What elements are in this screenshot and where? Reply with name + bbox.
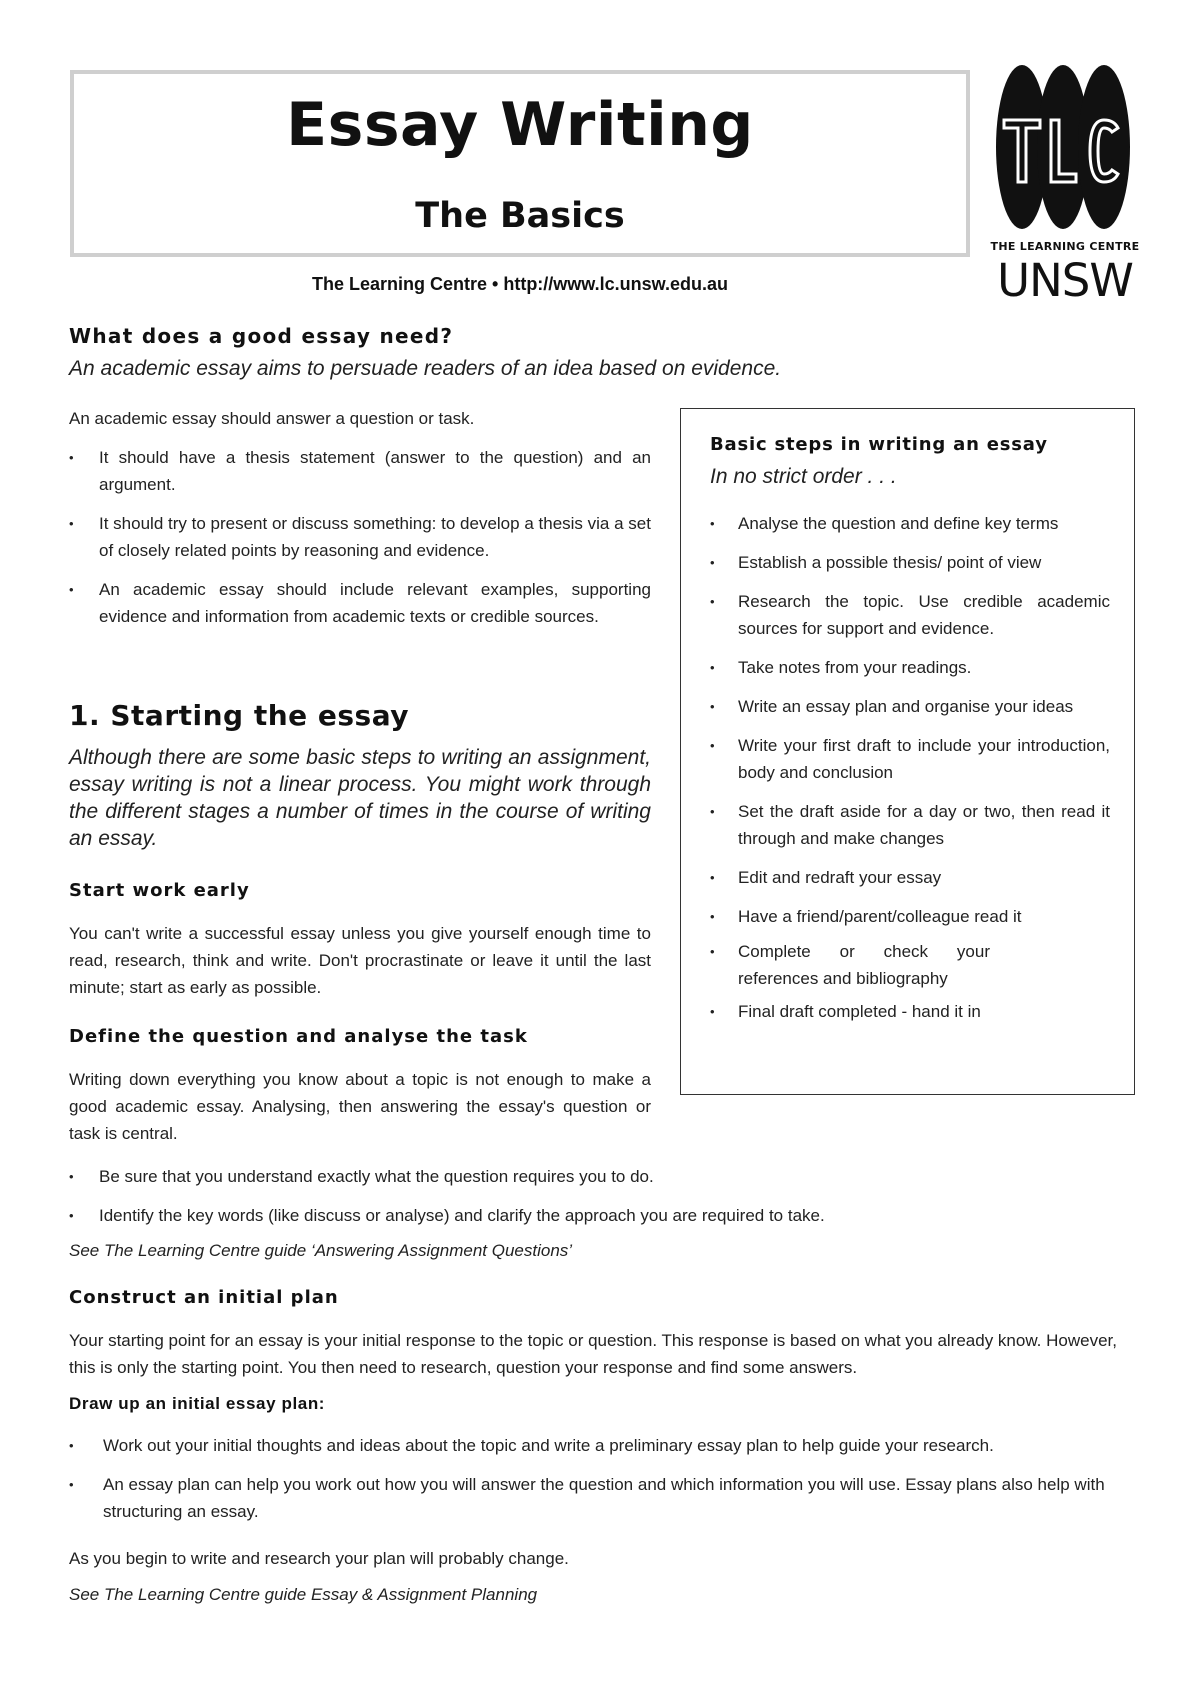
list-item: • Edit and redraft your essay	[710, 864, 1110, 891]
draw-plan-subheading: Draw up an initial essay plan:	[69, 1394, 326, 1413]
intro-para: An academic essay should answer a question or task.	[69, 409, 475, 428]
source-line: The Learning Centre • http://www.lc.unsw.edu.au	[312, 274, 728, 294]
see-guide-answering: See The Learning Centre guide ‘Answering Assignment Questions’	[69, 1241, 573, 1260]
page-subtitle: The Basics	[415, 196, 625, 236]
construct-bullets	[69, 1432, 1144, 1525]
tlc-logo-mark	[996, 64, 1130, 230]
list-item: • Have a friend/parent/colleague read it	[710, 903, 1110, 930]
define-para: Writing down everything you know about a topic is not enough to make a good academic essay. Analysing, then answering the essay's question or task is central.	[69, 1070, 651, 1143]
list-item: • Work out your initial thoughts and ideas about the topic and write a preliminary essay plan to help guide your research.	[69, 1432, 1144, 1459]
list-item: • Write your first draft to include your introduction, body and conclusion	[710, 732, 1110, 786]
section-1-heading: 1. Starting the essay	[69, 699, 409, 732]
unsw-wordmark: UNSW	[997, 254, 1133, 307]
list-item: • It should have a thesis statement (answer to the question) and an argument.	[69, 444, 651, 498]
intro-lead: An academic essay aims to persuade readers of an idea based on evidence.	[69, 357, 782, 380]
construct-closing: As you begin to write and research your plan will probably change.	[69, 1549, 569, 1568]
list-item: • Establish a possible thesis/ point of view	[710, 549, 1110, 576]
list-item: • It should try to present or discuss something: to develop a thesis via a set of closely related points by reasoning and evidence.	[69, 510, 651, 564]
see-guide-planning: See The Learning Centre guide Essay & Assignment Planning	[69, 1585, 538, 1604]
steps-list	[710, 510, 1110, 1025]
list-item: • Take notes from your readings.	[710, 654, 1110, 681]
list-item: • Complete or check your references and bibliography	[710, 938, 1110, 992]
start-early-heading: Start work early	[69, 880, 250, 901]
start-early-para: You can't write a successful essay unless you give yourself enough time to read, research, think and write. Don't procrastinate or leave it until the last minute; start as early as possible.	[69, 924, 651, 997]
intro-heading: What does a good essay need?	[69, 324, 454, 348]
title-box	[70, 70, 970, 257]
list-item: • Final draft completed - hand it in	[710, 998, 1110, 1025]
construct-para: Your starting point for an essay is your initial response to the topic or question. This response is based on what you already know. However, this is only the starting point. You then need to research, question your response and find some answers.	[69, 1331, 1117, 1377]
section-1-lead: Although there are some basic steps to writing an assignment, essay writing is not a linear process. You might work through the different stages a number of times in the course of writing an essay.	[69, 746, 651, 850]
list-item: • Analyse the question and define key terms	[710, 510, 1110, 537]
steps-sidebar	[680, 408, 1135, 1095]
list-item: • Be sure that you understand exactly what the question requires you to do.	[69, 1163, 1139, 1190]
logo-subtitle: THE LEARNING CENTRE	[990, 240, 1140, 253]
construct-heading: Construct an initial plan	[69, 1287, 339, 1308]
list-item: • An essay plan can help you work out how you will answer the question and which information you will use. Essay plans also help with structuring an essay.	[69, 1471, 1144, 1525]
define-bullets	[69, 1163, 1139, 1229]
list-item: • An academic essay should include relevant examples, supporting evidence and information from academic texts or credible sources.	[69, 576, 651, 630]
steps-heading: Basic steps in writing an essay	[710, 434, 1048, 455]
define-heading: Define the question and analyse the task	[69, 1026, 528, 1047]
list-item: • Identify the key words (like discuss or analyse) and clarify the approach you are required to take.	[69, 1202, 1139, 1229]
list-item: • Set the draft aside for a day or two, then read it through and make changes	[710, 798, 1110, 852]
intro-bullets	[69, 444, 651, 630]
steps-subheading: In no strict order . . .	[710, 465, 897, 488]
list-item: • Write an essay plan and organise your ideas	[710, 693, 1110, 720]
page-title: Essay Writing	[286, 90, 754, 160]
tlc-unsw-logo	[990, 64, 1140, 314]
list-item: • Research the topic. Use credible academic sources for support and evidence.	[710, 588, 1110, 642]
